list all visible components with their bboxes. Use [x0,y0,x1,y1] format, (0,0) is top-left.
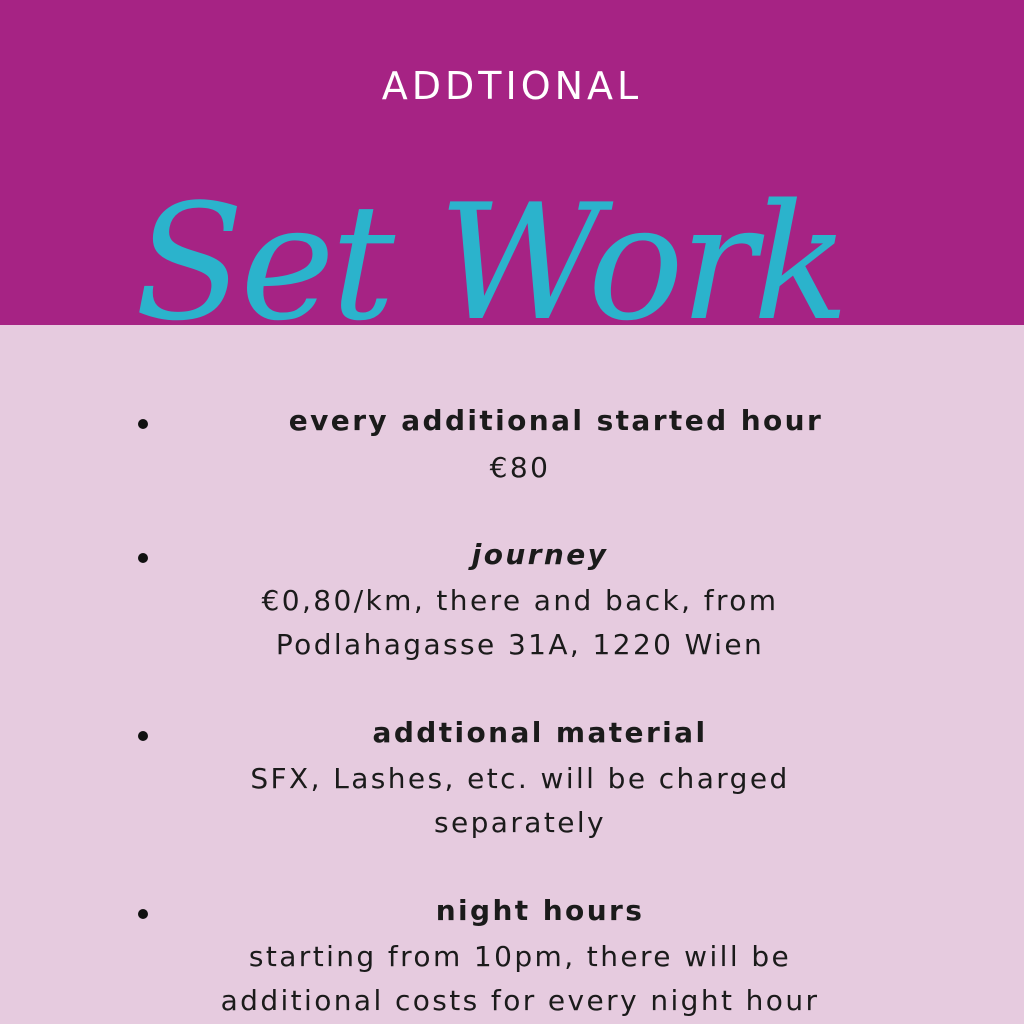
bullet-icon [138,553,148,563]
item-title: night hours [435,894,645,927]
bullet-icon [138,419,148,429]
item-line: €80 [489,451,551,484]
bullet-icon [138,731,148,741]
item-line: separately [434,806,606,839]
item-title: addtional material [372,716,708,749]
item-line: Podlahagasse 31A, 1220 Wien [275,628,765,661]
item-line: €0,80/km, there and back, from [261,584,779,617]
item-line: additional costs for every night hour [220,984,820,1017]
bullet-icon [138,909,148,919]
header-kicker: ADDTIONAL [381,64,643,108]
script-title-text: Set Work [134,169,846,356]
item-line: SFX, Lashes, etc. will be charged [250,762,790,795]
item-title: journey [471,538,609,571]
item-title: every additional started hour [288,404,824,437]
item-line: starting from 10pm, there will be [248,940,792,973]
